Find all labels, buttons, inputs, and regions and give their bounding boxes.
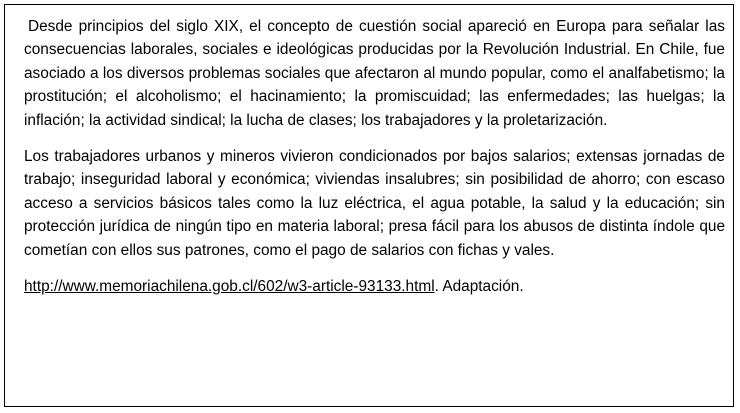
text-content (24, 15, 725, 298)
paragraph-social-question: Desde principios del siglo XIX, el concepto de cuestión social apareció en Europa para señalar las consecuencias laborales, sociales e ideológicas producidas por la Revolución Industrial. En Chile, fue asociado a los diversos problemas sociales que afectaron al mundo popular, como el analfabetismo; la prostitución; el alcoholismo; el hacinamiento; la promiscuidad; las enfermedades; las huelgas; la inflación; la actividad sindical; la lucha de clases; los trabajadores y la proletarización. (24, 18, 725, 129)
paragraph-workers-conditions: Los trabajadores urbanos y mineros vivieron condicionados por bajos salarios; extensas jornadas de trabajo; inseguridad laboral y económica; viviendas insalubres; sin posibilidad de ahorro; con escaso acceso a servicios básicos tales como la luz eléctrica, el agua potable, la salud y la educación; sin protección jurídica de ningún tipo en materia laboral; presa fácil para los abusos de distinta índole que cometían con ellos sus patrones, como el pago de salarios con fichas y vales. (24, 148, 725, 259)
source-suffix: . Adaptación. (434, 278, 524, 296)
source-link[interactable]: http://www.memoriachilena.gob.cl/602/w3-article-93133.html (24, 278, 435, 296)
text-box (4, 4, 734, 407)
source-citation (24, 275, 725, 298)
